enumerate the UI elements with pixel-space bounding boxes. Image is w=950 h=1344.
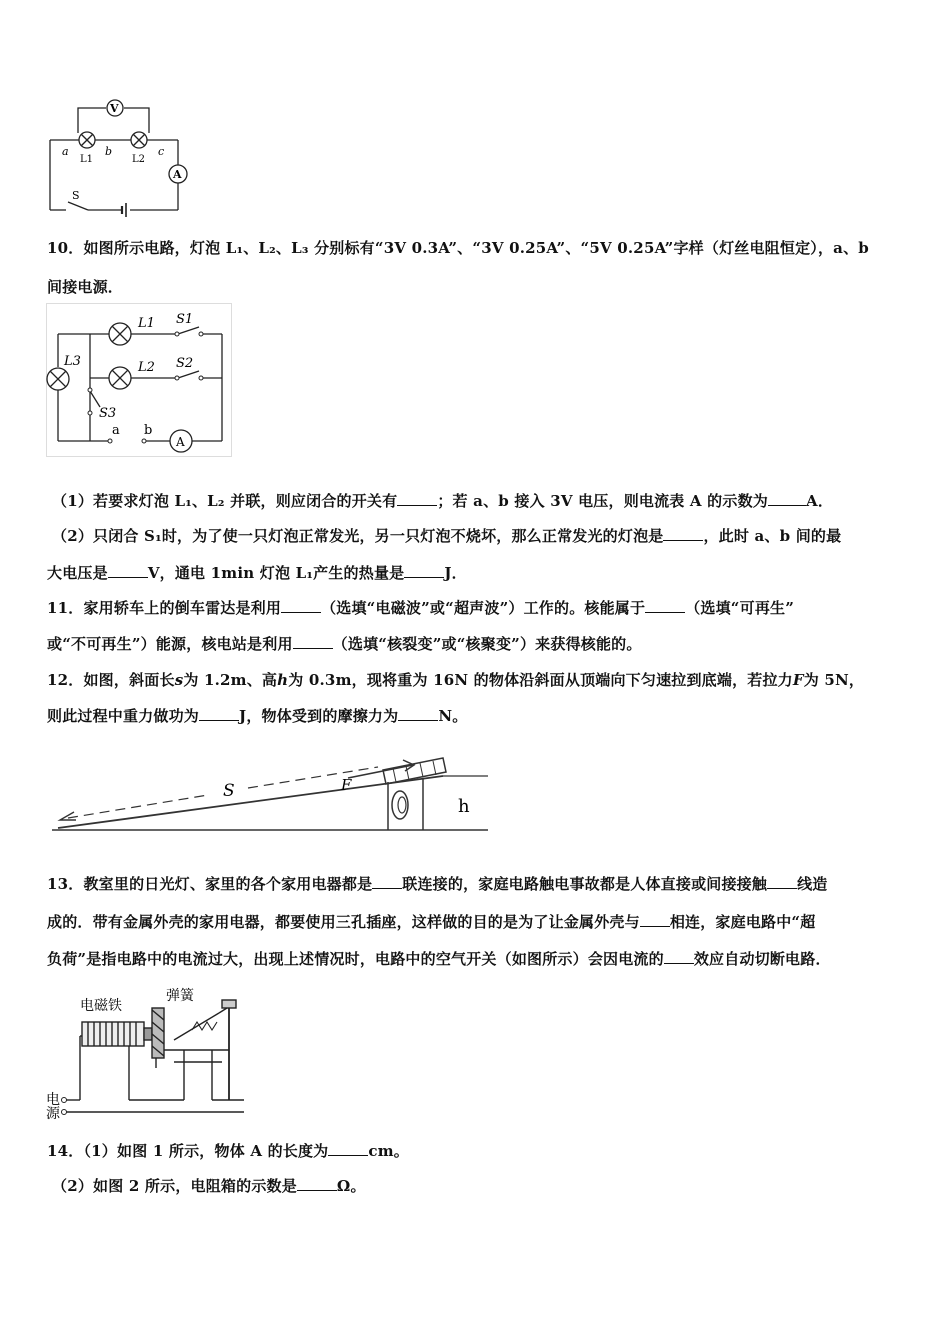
q10-line2: 间接电源． [47, 278, 124, 296]
q12-line1 [47, 669, 864, 690]
answer-blank[interactable] [664, 951, 694, 964]
fig-q10-label-s3: S3 [99, 406, 117, 421]
q12-text-e: 则此过程中重力做功为 [47, 707, 200, 725]
answer-blank[interactable] [293, 636, 333, 649]
q14-text-a: 14．（1）如图 1 所示，物体 A 的长度为 [47, 1142, 329, 1160]
q12-symbol-h: h [277, 671, 289, 689]
q11-text-e: （选填“核裂变”或“核聚变”）来获得核能的。 [332, 635, 642, 653]
fig-q9-label-b-node: b [105, 145, 113, 158]
answer-blank[interactable] [663, 528, 703, 541]
fig-q9-label-v: V [110, 102, 119, 115]
answer-blank[interactable] [768, 493, 806, 506]
fig-q9-label-switch: S [72, 189, 80, 202]
q10-p1-text-b: ；若 a、b 接入 3V 电压，则电流表 A 的示数为 [437, 492, 768, 510]
q10-part2-line1 [52, 525, 841, 546]
fig-q9-label-l1: L1 [80, 154, 94, 165]
q10-line1: 10．如图所示电路，灯泡 L₁、L₂、L₃ 分别标有“3V 0.3A”、“3V 0.25A”、“5V 0.25A”字样（灯丝电阻恒定），a、b [47, 239, 869, 257]
q11-text-d: 或“不可再生”）能源，核电站是利用 [47, 635, 293, 653]
fig-q9-label-a-node: a [62, 145, 69, 158]
q12-symbol-f: F [792, 671, 804, 689]
answer-blank[interactable] [281, 600, 321, 613]
answer-blank[interactable] [640, 914, 670, 927]
q12-text-b: 为 1.2m、高 [183, 671, 278, 689]
q13-text-f: 负荷”是指电路中的电流过大，出现上述情况时，电路中的空气开关（如图所示）会因电流的 [47, 950, 664, 968]
q13-text-d: 成的．带有金属外壳的家用电器，都要使用三孔插座，这样做的目的是为了让金属外壳与 [47, 913, 640, 931]
q13-line1 [47, 873, 828, 894]
fig-q10-label-s2: S2 [176, 356, 194, 371]
fig-q13-label-electromagnet: 电磁铁 [80, 998, 122, 1014]
q12-symbol-s: s [174, 671, 184, 689]
answer-blank[interactable] [404, 565, 444, 578]
answer-blank[interactable] [372, 876, 402, 889]
q12-text-g: N。 [438, 707, 468, 725]
fig-q9-label-l2: L2 [132, 154, 146, 165]
q13-text-g: 效应自动切断电路． [693, 950, 831, 968]
q10-p1-text-a: （1）若要求灯泡 L₁、L₂ 并联，则应闭合的开关有 [52, 492, 398, 510]
circuit-figure-q10 [46, 303, 232, 457]
q11-text-a: 11．家用轿车上的倒车雷达是利用 [47, 599, 282, 617]
answer-blank[interactable] [328, 1143, 368, 1156]
air-switch-figure-q13 [44, 980, 254, 1120]
q10-p2-text-b: ，此时 a、b 间的最 [703, 527, 842, 545]
fig-q10-label-a: a [112, 423, 120, 438]
q11-text-c: （选填“可再生” [685, 599, 795, 617]
answer-blank[interactable] [108, 565, 148, 578]
q14-text-b: cm。 [368, 1142, 409, 1160]
q13-text-c: 线造 [797, 875, 828, 893]
fig-q13-label-spring: 弹簧 [166, 988, 194, 1004]
q13-text-a: 13．教室里的日光灯、家里的各个家用电器都是 [47, 875, 373, 893]
q10-p2-text-d: V，通电 1min 灯泡 L₁产生的热量是 [147, 564, 405, 582]
q13-line2 [47, 911, 815, 932]
q12-text-a: 12．如图，斜面长 [47, 671, 175, 689]
fig-q12-label-s: S [223, 781, 235, 801]
fig-q10-label-l1: L1 [138, 316, 155, 331]
q14-line2 [52, 1175, 366, 1196]
q13-line3 [47, 948, 831, 969]
incline-figure-q12 [48, 740, 498, 840]
answer-blank[interactable] [397, 493, 437, 506]
q12-text-f: J，物体受到的摩擦力为 [239, 707, 399, 725]
q14-text-d: Ω。 [336, 1177, 366, 1195]
fig-q10-label-b: b [144, 423, 153, 438]
answer-blank[interactable] [199, 708, 239, 721]
q11-line1 [47, 597, 794, 618]
fig-q12-label-f: F [341, 776, 352, 794]
q11-text-b: （选填“电磁波”或“超声波”）工作的。核能属于 [321, 599, 646, 617]
q11-line2 [47, 633, 642, 654]
q12-line2 [47, 705, 467, 726]
fig-q9-label-ammeter: A [173, 168, 182, 181]
answer-blank[interactable] [767, 876, 797, 889]
q12-text-c: 为 0.3m，现将重为 16N 的物体沿斜面从顶端向下匀速拉到底端，若拉力 [288, 671, 793, 689]
fig-q12-label-h: h [458, 796, 470, 817]
fig-q10-label-l2: L2 [138, 360, 155, 375]
circuit-figure-q9 [40, 95, 200, 220]
q12-text-d: 为 5N， [803, 671, 865, 689]
fig-q10-label-s1: S1 [176, 312, 194, 327]
answer-blank[interactable] [297, 1178, 337, 1191]
q13-text-b: 联连接的，家庭电路触电事故都是人体直接或间接接触 [402, 875, 768, 893]
q10-p2-text-e: J． [444, 564, 467, 582]
q13-text-e: 相连，家庭电路中“超 [669, 913, 816, 931]
fig-q9-label-c-node: c [158, 145, 165, 158]
fig-q13-label-power-2: 源 [46, 1106, 60, 1120]
answer-blank[interactable] [645, 600, 685, 613]
fig-q10-label-l3: L3 [64, 354, 81, 369]
q10-p2-text-c: 大电压是 [47, 564, 108, 582]
q14-line1 [47, 1140, 409, 1161]
q10-p1-text-c: A． [805, 492, 834, 510]
q10-part1 [52, 490, 833, 511]
q10-p2-text-a: （2）只闭合 S₁时，为了使一只灯泡正常发光，另一只灯泡不烧坏，那么正常发光的灯泡是 [52, 527, 664, 545]
fig-q10-label-ammeter: A [176, 435, 185, 449]
fig-q13-label-power-1: 电 [46, 1092, 60, 1108]
q10-part2-line2 [47, 562, 467, 583]
answer-blank[interactable] [398, 708, 438, 721]
q14-text-c: （2）如图 2 所示，电阻箱的示数是 [52, 1177, 297, 1195]
